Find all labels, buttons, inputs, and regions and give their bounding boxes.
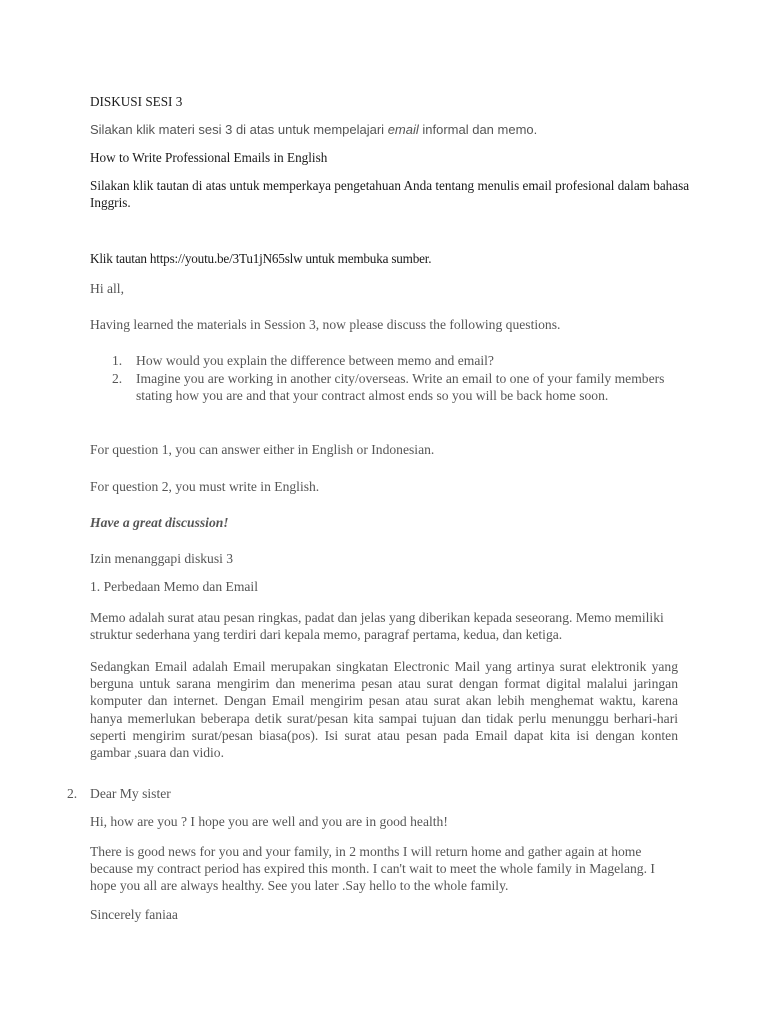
- note-question-1: For question 1, you can answer either in English or Indonesian.: [90, 442, 435, 457]
- memo-paragraph: Memo adalah surat atau pesan ringkas, padat dan jelas yang diberikan kepada seseorang. Memo memiliki struktur sederhana yang terdiri dari kepala memo, paragraf pertama, kedua, dan ketiga.: [90, 610, 664, 642]
- greeting-text: Hi all,: [90, 281, 124, 296]
- page-title: DISKUSI SESI 3: [90, 94, 183, 109]
- link-title[interactable]: How to Write Professional Emails in English: [90, 150, 328, 165]
- intro-before: Silakan klik materi sesi 3 di atas untuk mempelajari: [90, 122, 388, 137]
- question-number: 1.: [112, 353, 123, 368]
- answer2-number: 2.: [67, 786, 78, 801]
- answer1-heading: 1. Perbedaan Memo dan Email: [90, 579, 258, 594]
- source-link-text[interactable]: Klik tautan https://youtu.be/3Tu1jN65slw untuk membuka sumber.: [90, 251, 432, 266]
- question-item: Imagine you are working in another city/overseas. Write an email to one of your family members stating how you are and that your contract almost ends so you will be back home soon.: [136, 371, 665, 403]
- note-question-2: For question 2, you must write in English.: [90, 479, 320, 494]
- closing-text: Have a great discussion!: [90, 515, 229, 530]
- letter-body: There is good news for you and your family, in 2 months I will return home and gather again at home because my contract period has expired this month. I can't wait to meet the whole family in Magelang. I hope you all are always healthy. See you later .Say hello to the whole family.: [90, 844, 655, 893]
- intro-text: [90, 121, 680, 138]
- letter-signoff: Sincerely faniaa: [90, 907, 178, 922]
- intro-after: informal dan memo.: [418, 122, 538, 137]
- intro-email-word: email: [387, 122, 419, 137]
- enrich-text: Silakan klik tautan di atas untuk memperkaya pengetahuan Anda tentang menulis email profesional dalam bahasa Inggris.: [90, 178, 690, 210]
- answer2-heading: Dear My sister: [90, 786, 171, 801]
- instruction-text: Having learned the materials in Session 3, now please discuss the following questions.: [90, 317, 561, 332]
- question-number: 2.: [112, 371, 123, 386]
- email-paragraph: Sedangkan Email adalah Email merupakan singkatan Electronic Mail yang artinya surat elektronik yang berguna untuk sarana mengirim dan menerima pesan atau surat dengan format digital malalui jaringan komputer dan internet. Dengan Email mengirim pesan atau surat akan lebih menghemat waktu, karena hanya memerlukan beberapa detik surat/pesan kita sampai tujuan dan tidak perlu menunggu berhari-hari seperti mengirim surat/pesan biasa(pos). Isi surat atau pesan pada Email dapat kita isi dengan konten gambar ,suara dan vidio.: [90, 659, 678, 761]
- letter-greeting: Hi, how are you ? I hope you are well and you are in good health!: [90, 814, 448, 829]
- response-opening: Izin menanggapi diskusi 3: [90, 551, 234, 566]
- question-item: How would you explain the difference between memo and email?: [136, 353, 494, 368]
